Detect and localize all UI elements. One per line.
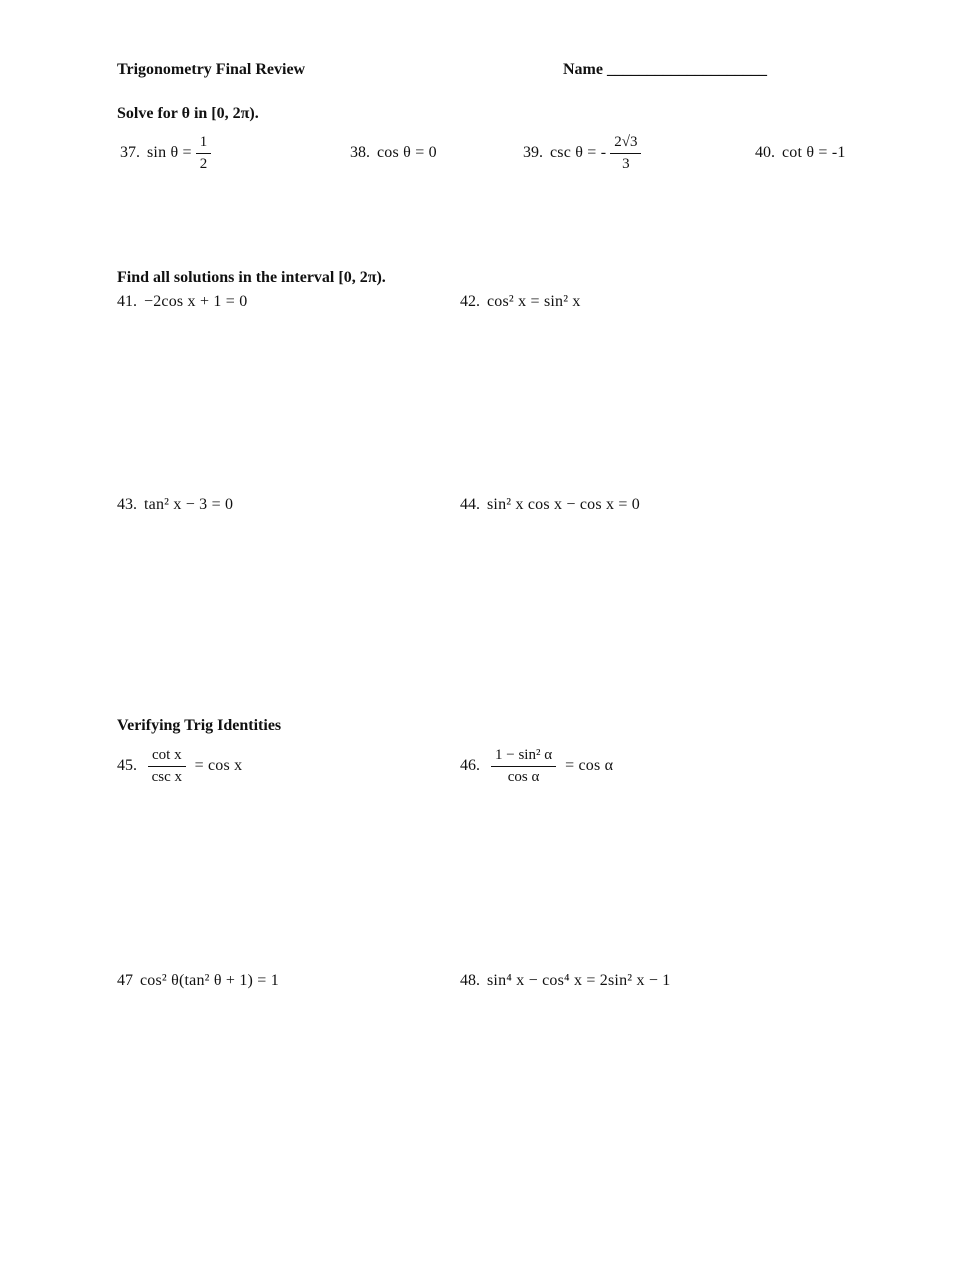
formula: cos² θ(tan² θ + 1) = 1 — [140, 972, 279, 989]
fraction — [491, 746, 556, 787]
fraction-denominator: csc x — [151, 768, 182, 785]
formula: cos θ = 0 — [377, 144, 437, 161]
section-heading-interval: Find all solutions in the interval [0, 2π). — [117, 269, 386, 286]
problem-number: 41. — [117, 293, 137, 310]
fraction-denominator: 2 — [199, 155, 208, 172]
problem-42 — [460, 293, 581, 311]
formula-prefix: csc θ = - — [550, 144, 607, 161]
problem-number: 38. — [350, 144, 370, 161]
problem-number: 42. — [460, 293, 480, 310]
problem-43 — [117, 496, 233, 514]
problem-38 — [350, 124, 437, 182]
problem-number: 43. — [117, 496, 137, 513]
page-title: Trigonometry Final Review — [117, 61, 306, 78]
section-heading-verify: Verifying Trig Identities — [117, 717, 282, 734]
formula: sin² x cos x − cos x = 0 — [487, 496, 640, 513]
fraction — [148, 746, 186, 787]
fraction-numerator: 2√3 — [610, 133, 641, 154]
problem-number: 47 — [117, 972, 133, 989]
fraction-denominator: cos α — [507, 768, 540, 785]
problem-41 — [117, 293, 247, 311]
problem-number: 37. — [120, 144, 140, 161]
name-field-label: Name ____________________ — [563, 61, 767, 78]
formula: cos² x = sin² x — [487, 293, 581, 310]
problem-48 — [460, 972, 671, 990]
problem-number: 44. — [460, 496, 480, 513]
formula: tan² x − 3 = 0 — [144, 496, 234, 513]
problem-number: 46. — [460, 757, 480, 774]
fraction — [610, 133, 641, 174]
problem-number: 40. — [755, 144, 775, 161]
problem-40 — [755, 124, 846, 182]
problem-37 — [120, 124, 215, 182]
problem-47 — [117, 972, 279, 990]
formula: cot θ = -1 — [782, 144, 846, 161]
problem-number: 48. — [460, 972, 480, 989]
problem-44 — [460, 496, 640, 514]
fraction-numerator: cot x — [148, 746, 186, 767]
fraction-numerator: 1 − sin² α — [491, 746, 556, 767]
formula-suffix: = cos α — [565, 757, 614, 774]
formula-prefix: sin θ = — [147, 144, 192, 161]
fraction — [196, 133, 212, 174]
section-heading-solve: Solve for θ in [0, 2π). — [117, 105, 259, 122]
formula: −2cos x + 1 = 0 — [144, 293, 248, 310]
problem-39 — [523, 124, 645, 182]
problem-number: 45. — [117, 757, 137, 774]
problem-46 — [460, 740, 613, 792]
problem-number: 39. — [523, 144, 543, 161]
fraction-numerator: 1 — [196, 133, 212, 154]
formula: sin⁴ x − cos⁴ x = 2sin² x − 1 — [487, 972, 671, 989]
problem-45 — [117, 740, 242, 792]
formula-suffix: = cos x — [194, 757, 243, 774]
fraction-denominator: 3 — [622, 155, 630, 172]
